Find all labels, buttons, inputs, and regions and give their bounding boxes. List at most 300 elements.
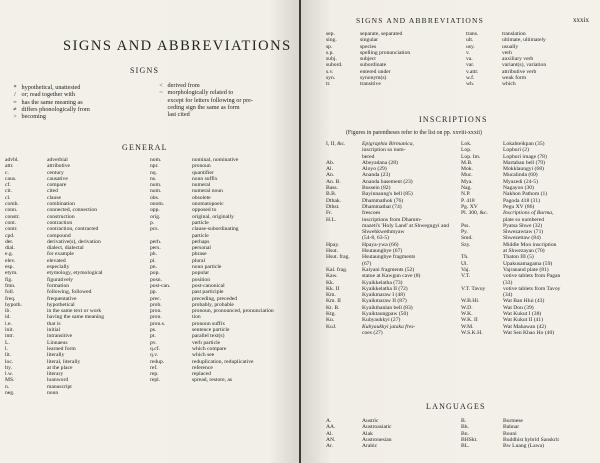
sign-entry [156, 89, 296, 118]
expansion: literal, literally [47, 358, 81, 365]
abbreviation: w.f. [466, 75, 475, 82]
expansion: hypothetical [47, 301, 75, 308]
expansion: Pagoda 418 (31) [503, 197, 540, 204]
expansion: Wat Kukut II (41) [503, 317, 544, 324]
abbreviation: Mok. [461, 166, 473, 173]
expansion: for example [47, 251, 74, 258]
expansion: Kubyaukkyi (27) [362, 317, 401, 324]
expansion: Austronesian [362, 436, 392, 443]
inscription-row [326, 330, 461, 336]
abbreviation: pcs. [150, 226, 159, 233]
expansion: spread, restore, as [192, 377, 233, 384]
expansion: Mokklaungyi (68) [503, 166, 544, 173]
abbreviation: obs. [150, 194, 160, 201]
sign-symbol: ~ [159, 89, 163, 97]
expansion: Myazedi (24-5) [503, 178, 538, 185]
language-row [326, 443, 461, 449]
expansion: Kyaikkelatha (73) [362, 279, 403, 286]
abbreviation: Al. [326, 430, 333, 437]
expansion: Hpaya-ywa (66) [362, 241, 399, 248]
expansion: noun [47, 389, 59, 396]
abbreviation: sep. [326, 31, 335, 37]
abbreviation-row [5, 390, 150, 396]
abbreviation: prob. [150, 301, 162, 308]
expansion: parallel text(s) [192, 333, 225, 340]
abbreviation: c. [5, 169, 9, 176]
abbreviation: Hpay. [326, 241, 340, 248]
expansion: that is [47, 320, 61, 327]
expansion: Bayinnaung's bell (85) [362, 191, 413, 198]
abbreviation: An. [326, 172, 335, 179]
sign-entry [10, 106, 140, 113]
abbreviation: Al. [326, 166, 333, 173]
expansion: preceding, preceded [192, 295, 238, 302]
sign-entry [10, 84, 140, 91]
abbreviation: B.B. [326, 191, 337, 198]
abbreviation: Dthak. [326, 197, 342, 204]
abbreviation: Smd. [461, 235, 473, 242]
abbreviation: id. [5, 314, 11, 321]
abbreviation: hypoth. [5, 301, 22, 308]
abbreviation: p. [150, 219, 155, 226]
expansion: Nagayon (30) [503, 185, 534, 192]
abbreviation: AA. [326, 424, 336, 431]
abbreviation: Km. II [326, 298, 341, 305]
sign-meaning: has the same meaning as [21, 98, 83, 106]
expansion: clause [47, 194, 61, 201]
abbreviation: Ku. [326, 317, 335, 324]
expansion: variant(s), variation [502, 62, 547, 69]
expansion: Hsutaungbye (67) [362, 248, 403, 255]
abbreviation: Kt. B. [326, 304, 340, 311]
abbreviation: Pg. XV [461, 203, 478, 210]
expansion: figuratively [47, 276, 74, 283]
abbreviation: Lop. [461, 147, 472, 154]
expansion: dialect, dialectal [47, 245, 84, 252]
page-number: xxxix [573, 16, 589, 24]
abbreviation: init. [5, 327, 14, 334]
expansion: Abeyadana (28) [362, 159, 398, 166]
abbreviation: subord. [326, 62, 343, 69]
right-page [301, 0, 600, 463]
abbreviation: lit. [5, 352, 12, 359]
expansion: elevated [47, 257, 66, 264]
expansion: attributive [47, 163, 70, 170]
expansion: sentence particle [192, 327, 230, 334]
abbreviation: foll. [5, 289, 15, 296]
abbreviation: num. [150, 188, 162, 195]
abbreviation: Kk. II [326, 285, 340, 292]
abbreviation: An. B. [326, 178, 341, 185]
left-page [0, 0, 299, 463]
expansion: Arabic [362, 443, 378, 450]
expansion: popular [192, 270, 210, 277]
abbreviation: subj. [326, 56, 337, 63]
expansion: ultimate, ultimately [502, 37, 546, 44]
abbreviation: var. [466, 62, 475, 69]
expansion: (67) [362, 260, 372, 267]
abbreviation: orig. [150, 213, 161, 220]
expansion: Epigraphia Birmanica, [362, 141, 414, 147]
expansion: at Shwezayan (70) [503, 248, 545, 255]
general-heading: GENERAL [122, 143, 168, 152]
abbreviation: Hsut. [326, 248, 338, 255]
expansion: (34) [503, 292, 513, 299]
abbreviation: Hsut. frag. [326, 254, 350, 261]
abbreviation: Km. [326, 292, 336, 299]
sign-meaning-text: morphologically related to [167, 89, 234, 97]
expansion: Wat Mahawan (42) [503, 323, 547, 330]
expansion: Shwehkwethmyaw [362, 229, 405, 236]
abbreviation: nom. [150, 157, 162, 163]
abbreviation: neg. [5, 389, 15, 396]
expansion: noun suffix [192, 175, 218, 182]
abbreviation: KuJ. [326, 323, 337, 330]
expansion: probably, probable [192, 301, 234, 308]
expansion: in the same text or work [47, 308, 102, 315]
expansion: Mucalinda (60) [503, 172, 538, 179]
expansion: adverbial [47, 157, 68, 163]
abbreviation: P. 418 [461, 197, 475, 204]
expansion: Burmese [503, 418, 523, 424]
abbreviation: repl. [150, 377, 161, 384]
abbreviation: V.T. [461, 273, 471, 280]
sign-entry [156, 82, 296, 89]
abbreviation: n. [5, 383, 10, 390]
abbreviation: Lok. [461, 141, 472, 147]
expansion: mazeti's 'Holy Land' at Shwegugyi and [362, 222, 450, 229]
abbreviation: constr. [5, 213, 20, 220]
languages-col-1 [326, 418, 461, 449]
sign-meaning-line [156, 89, 296, 96]
expansion: clause-subordinating [192, 226, 239, 233]
abbreviation: W.K. [461, 311, 473, 318]
sign-meaning: hypothetical, unattested [21, 84, 81, 91]
expansion: pronoun [192, 163, 211, 170]
expansion: frescoes [362, 210, 381, 217]
sign-entry [10, 113, 140, 120]
expansion: reduplication, reduplicative [192, 358, 254, 365]
expansion: Dhammathat (74) [362, 203, 402, 210]
sign-meaning: becoming [21, 113, 46, 121]
abbreviation: pv. [150, 339, 157, 346]
abbreviation: redup. [150, 358, 165, 365]
abbreviation: Ab. [326, 159, 335, 166]
expansion: especially [47, 264, 70, 271]
expansion: learned form [47, 345, 76, 352]
expansion: phrase [192, 251, 207, 258]
expansion: particle [192, 219, 209, 226]
expansion: replaced [192, 371, 211, 378]
expansion: Kyaikmaraw II (87) [362, 298, 407, 305]
abbreviation: freq. [5, 295, 16, 302]
expansion: Shwezawtaw (71) [503, 229, 544, 236]
abbreviation: s.v. [326, 68, 334, 75]
abbreviation: V.T. Tavoy [461, 285, 486, 292]
sign-meaning: derived from [167, 82, 200, 89]
expansion: construction [47, 213, 75, 220]
abbreviation: ps. [150, 327, 157, 334]
abbreviation: Ar. [326, 443, 333, 450]
expansion: Middle Mon inscription [503, 241, 557, 248]
expansion: Linnaeus [47, 339, 68, 346]
abbreviation: pl. [150, 257, 156, 264]
expansion: particle [192, 232, 209, 239]
sign-symbol: > [13, 113, 17, 121]
expansion: statue at Kawgun cave (8) [362, 273, 421, 280]
expansion: Martaban bell (79) [503, 159, 545, 166]
expansion: verb [502, 49, 512, 56]
abbreviation: fig. [5, 276, 13, 283]
expansion: entered under [360, 68, 391, 75]
expansion: weak form [502, 75, 527, 82]
expansion: Bouni [503, 430, 517, 437]
expansion: personal [192, 245, 211, 252]
expansion: Wat Kukut I (38) [503, 311, 542, 318]
abbreviation: pron. [150, 314, 162, 321]
abbreviation: contr. [5, 226, 18, 233]
abbreviation: num. [150, 182, 162, 189]
expansion: inscription so num- [362, 147, 406, 154]
abbreviation: prec. [150, 295, 162, 302]
abbreviation: dial. [5, 245, 15, 252]
expansion: Kyaiktaungpaw (50) [362, 311, 409, 318]
abbreviation: v.attr. [466, 68, 479, 75]
expansion: cited [47, 188, 58, 195]
languages-heading: LANGUAGES [426, 402, 486, 411]
expansion: compound [47, 232, 71, 239]
sign-meaning-line [156, 111, 296, 118]
abbreviation: trans. [466, 31, 479, 37]
expansion: Wat Don (39) [503, 304, 534, 311]
expansion: at the place [47, 364, 73, 371]
abbreviation: Kal. frag. [326, 266, 348, 273]
expansion: synonym(s) [360, 75, 387, 82]
sign-meaning-line [156, 97, 296, 104]
expansion: compare [47, 182, 67, 189]
abbreviation: sing. [326, 37, 337, 44]
abbreviation: cpd. [5, 232, 15, 239]
expansion: contraction [47, 219, 73, 226]
abbreviation: Bh. [461, 424, 469, 431]
abbreviation: Mya. [461, 178, 473, 185]
expansion: Bahnar [503, 424, 520, 431]
abbreviation: Kaw. [326, 273, 338, 280]
expansion: post-canonical [192, 282, 225, 289]
abbreviation: W.M. [461, 323, 474, 330]
general-left-list [5, 157, 150, 396]
abbreviation: pn. [150, 264, 157, 271]
abbreviation: der. [5, 238, 14, 245]
abbreviation: loc. [5, 358, 14, 365]
inscriptions-heading: INSCRIPTIONS [419, 115, 488, 124]
abbreviation: Fr. [326, 210, 333, 217]
abbreviation: va. [466, 56, 473, 63]
abbreviation: pp. [150, 289, 157, 296]
abbreviation: Ul. [461, 260, 468, 267]
abbreviation: ph. [150, 251, 157, 258]
abbreviation: q.cf. [150, 345, 160, 352]
expansion: opposed to [192, 207, 217, 214]
expansion: which compare [192, 345, 227, 352]
abbreviation: B. [461, 418, 467, 424]
expansion: coes (27) [362, 329, 383, 336]
abbreviation: pt. [150, 333, 156, 340]
abbreviation: Dthst. [326, 203, 340, 210]
expansion: obsolete [192, 194, 211, 201]
abbreviation: syn. [326, 75, 336, 82]
inscriptions-col-1 [326, 141, 461, 336]
expansion: numeral [192, 182, 211, 189]
abbreviation: nq. [150, 169, 157, 176]
expansion: Alak [362, 430, 373, 437]
expansion: formation [47, 282, 70, 289]
signs-right-list [156, 82, 296, 118]
abbreviation: npr. [150, 163, 159, 170]
abbreviation: posn. [150, 276, 162, 283]
abbreviation-row [326, 81, 456, 87]
expansion: bered [362, 153, 375, 160]
expansion: nominal, nominative [192, 157, 239, 163]
abbreviation: Nag. [461, 185, 472, 192]
expansion: Kyaikthanlan bell (83) [362, 304, 413, 311]
expansion: manuscript [47, 383, 72, 390]
abbreviation: pron. [150, 308, 162, 315]
expansion: subject [360, 56, 376, 63]
expansion: singular [360, 37, 379, 44]
sign-entry [10, 91, 140, 98]
expansion: Buddhist hybrid Sanskrit [503, 436, 559, 443]
abbreviation: Ktg. [326, 311, 336, 318]
abbreviation: M.B. [461, 159, 473, 166]
inscriptions-note: (Figures in parentheses refer to the list on pp. xxviii-xxxii) [346, 130, 482, 136]
abbreviation: l.w. [5, 371, 14, 378]
abbreviation: comb. [5, 201, 19, 208]
abbreviation: W.B.Hl. [461, 298, 480, 305]
expansion: frequentative [47, 295, 77, 302]
abbreviation: usy. [466, 43, 475, 50]
expansion: etymology, etymological [47, 270, 103, 277]
expansion: reference [192, 364, 213, 371]
expansion: Lopburi image (78) [503, 153, 547, 160]
abbreviation: Vaj. [461, 266, 470, 273]
expansion: perhaps [192, 238, 210, 245]
abbreviation: W.D. [461, 304, 473, 311]
abbreviation: L. [5, 339, 10, 346]
expansion: Ananda (23) [362, 172, 391, 179]
expansion: Wat Sen Khao Ho (40) [503, 329, 555, 336]
abbreviation: conn. [5, 207, 18, 214]
signs-heading: SIGNS [130, 66, 160, 75]
expansion: loanword [47, 377, 69, 384]
general-right-list [150, 157, 298, 384]
abbreviation: esp. [5, 264, 14, 271]
signs-left-list [10, 84, 140, 120]
expansion: Thaton III (5) [503, 254, 534, 261]
expansion: past participle [192, 289, 224, 296]
expansion: attributive verb [502, 68, 537, 75]
expansion: literally [47, 352, 65, 359]
abbreviation: e.g. [5, 251, 14, 258]
expansion: separate, separated [360, 31, 403, 37]
sign-symbol: < [159, 82, 163, 89]
expansion: literary [47, 371, 64, 378]
abbreviation: pers. [150, 245, 161, 252]
running-header: SIGNS AND ABBREVIATIONS [356, 16, 485, 25]
abbreviation: tr. [326, 81, 331, 88]
expansion: Dhammathok (76) [362, 197, 404, 204]
abbreviation: N.P. [461, 191, 471, 198]
expansion: connected, connection [47, 207, 98, 214]
expansion: Austric [362, 418, 379, 424]
sign-meaning-text: ceding sign the same as form [167, 103, 240, 111]
abbreviation: lty. [5, 364, 12, 371]
expansion: Kalyani fragments (52) [362, 266, 415, 273]
abbreviation: Lop. Im. [461, 153, 481, 160]
expansion: quantifier [192, 169, 214, 176]
expansion: Kyaikmaraw I (48) [362, 292, 405, 299]
abbreviation: rep. [150, 371, 159, 378]
expansion: Wat Ban Hlui (43) [503, 298, 545, 305]
abbreviation: onom. [150, 201, 165, 208]
sign-symbol: / [14, 91, 16, 99]
abbreviation: fmn. [5, 282, 16, 289]
abbrev-col-1 [326, 31, 456, 88]
expansion: causative [47, 175, 68, 182]
abbreviation: ref. [150, 364, 158, 371]
abbreviation-row [150, 377, 298, 383]
sign-meaning-text: last cited [167, 111, 190, 119]
sign-entry [10, 99, 140, 106]
abbreviation: Bass. [326, 185, 338, 192]
abbreviation: pop. [150, 270, 160, 277]
abbreviation: Pl. 300, &c. [461, 210, 488, 217]
expansion: Hsutaungbye fragments [362, 254, 416, 261]
expansion: transitive [360, 81, 381, 88]
expansion: initial [47, 327, 61, 334]
expansion: usually [502, 43, 519, 50]
expansion: plate so numbered [503, 216, 545, 223]
expansion: pronoun, pronounced, pronunciation [192, 308, 274, 315]
abbreviation: l. [5, 345, 8, 352]
abbreviation: cl. [5, 194, 11, 201]
abbreviation: Th. [461, 254, 469, 261]
expansion: following, followed [47, 289, 92, 296]
expansion: (54-8, 63-5) [362, 235, 390, 242]
expansion: Upakusamagama (59) [503, 260, 553, 267]
sign-meaning-line [156, 104, 296, 111]
expansion: translation [502, 31, 526, 37]
expansion: plural [192, 257, 206, 264]
abbreviation: ult. [466, 37, 474, 44]
expansion: combination [47, 201, 75, 208]
page-title: SIGNS AND ABBREVIATIONS [63, 38, 292, 54]
expansion: Pegu XV (86) [503, 203, 535, 210]
expansion: Lopburi (2) [503, 147, 529, 154]
abbreviation: BL. [461, 443, 470, 450]
expansion: Inscriptions of Burma, [503, 210, 554, 217]
abbreviation: ib. [5, 308, 11, 315]
inscription-row [461, 330, 597, 336]
abbreviation: v. [466, 49, 470, 56]
abbreviation: Pss. [461, 222, 470, 229]
abbreviation: opp. [150, 207, 160, 214]
sign-symbol: ≠ [13, 105, 17, 113]
abbreviation: W.S.K.H. [461, 329, 483, 336]
abbreviation: Bn. [461, 430, 469, 437]
expansion: which [502, 81, 516, 88]
expansion: Nakhon Pathom (1) [503, 191, 548, 198]
